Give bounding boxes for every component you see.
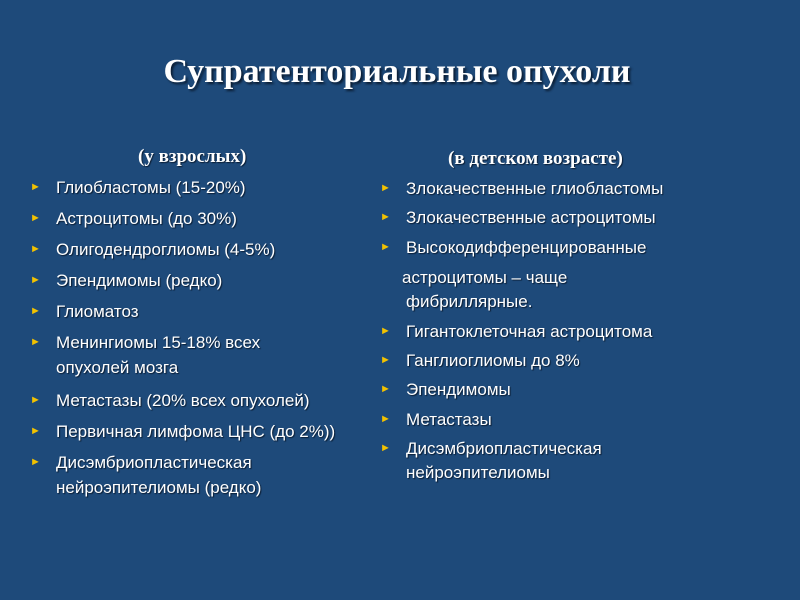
- bullet-arrow-icon: ►: [30, 181, 41, 193]
- bullet-arrow-icon: ►: [30, 274, 41, 286]
- bullet-arrow-icon: ►: [380, 211, 391, 223]
- bullet-arrow-icon: ►: [30, 336, 41, 348]
- list-item-text: Злокачественные астроцитомы: [406, 208, 656, 227]
- list-item-text: астроцитомы – чаще: [402, 268, 568, 287]
- list-item-text: Первичная лимфома ЦНС (до 2%)): [56, 422, 336, 441]
- bullet-arrow-icon: ►: [380, 383, 391, 395]
- list-item-text: фибриллярные.: [406, 292, 533, 311]
- list-item-text: Эпендимомы (редко): [56, 271, 223, 290]
- list-item-text: Глиоматоз: [56, 302, 139, 321]
- list-item-text: Метастазы (20% всех опухолей): [56, 391, 310, 410]
- list-item-text: Метастазы: [406, 410, 492, 429]
- list-item-text: Глиобластомы (15-20%): [56, 178, 246, 197]
- slide-title: Супратенториальные опухоли: [163, 53, 631, 90]
- bullet-arrow-icon: ►: [380, 182, 391, 194]
- list-item-text: нейроэпителиомы (редко): [56, 478, 262, 497]
- list-item-text: Злокачественные глиобластомы: [406, 179, 664, 198]
- bullet-arrow-icon: ►: [380, 241, 391, 253]
- list-item-text: Дисэмбриопластическая: [406, 439, 602, 458]
- bullet-arrow-icon: ►: [380, 325, 391, 337]
- list-item-text: Эпендимомы: [406, 380, 511, 399]
- list-item-text: нейроэпителиомы: [406, 463, 550, 482]
- list-item-text: Дисэмбриопластическая: [56, 453, 252, 472]
- list-item-text: Астроцитомы (до 30%): [56, 209, 237, 228]
- bullet-arrow-icon: ►: [30, 425, 41, 437]
- bullet-arrow-icon: ►: [30, 394, 41, 406]
- bullet-arrow-icon: ►: [30, 456, 41, 468]
- bullet-arrow-icon: ►: [30, 305, 41, 317]
- list-item-text: Менингиомы 15-18% всех: [56, 333, 261, 352]
- bullet-arrow-icon: ►: [380, 413, 391, 425]
- children-heading: (в детском возрасте): [448, 148, 623, 169]
- list-item-text: Ганглиоглиомы до 8%: [406, 351, 580, 370]
- bullet-arrow-icon: ►: [30, 243, 41, 255]
- bullet-arrow-icon: ►: [380, 442, 391, 454]
- list-item-text: Олигодендроглиомы (4-5%): [56, 240, 276, 259]
- list-item-text: Высокодифференцированные: [406, 238, 647, 257]
- bullet-arrow-icon: ►: [380, 354, 391, 366]
- list-item-text: Гигантоклеточная астроцитома: [406, 322, 653, 341]
- list-item-text: опухолей мозга: [56, 358, 179, 377]
- bullet-arrow-icon: ►: [30, 212, 41, 224]
- adults-heading: (у взрослых): [138, 146, 247, 167]
